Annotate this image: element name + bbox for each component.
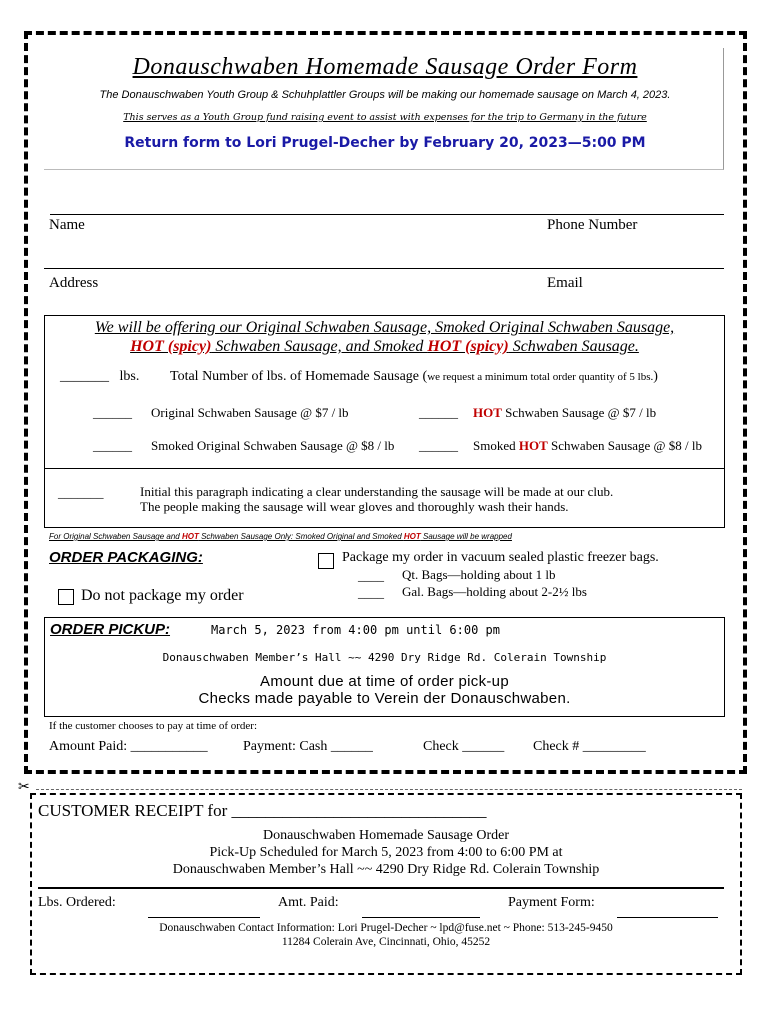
address-label: Address bbox=[49, 275, 99, 291]
payment-cash-field[interactable]: Payment: Cash ______ bbox=[243, 739, 373, 754]
hot-text: HOT (spicy) bbox=[427, 338, 509, 355]
receipt-title[interactable]: CUSTOMER RECEIPT for ______________________________ bbox=[38, 801, 487, 820]
no-package-label: Do not package my order bbox=[81, 587, 244, 604]
cut-line bbox=[36, 789, 742, 790]
name-line[interactable] bbox=[50, 214, 724, 215]
checks-payable-note: Checks made payable to Verein der Donauschwaben. bbox=[198, 690, 571, 707]
total-lbs-label bbox=[170, 369, 658, 385]
hot-blank[interactable]: ______ bbox=[419, 405, 458, 420]
total-lbs-field[interactable] bbox=[60, 369, 139, 385]
qt-blank[interactable]: ____ bbox=[358, 568, 384, 583]
smoked-original-item: Smoked Original Schwaben Sausage @ $8 / lb bbox=[151, 438, 395, 453]
smoked-hot-blank[interactable]: ______ bbox=[419, 438, 458, 453]
pickup-location: Donauschwaben Member’s Hall ~~ 4290 Dry Ridge Rd. Colerain Township bbox=[162, 651, 607, 664]
lbs-ordered-label: Lbs. Ordered: bbox=[38, 895, 116, 910]
offer-line-2 bbox=[44, 337, 725, 356]
hot-item bbox=[473, 405, 656, 421]
smoked-hot-text: Schwaben Sausage @ $8 / lb bbox=[547, 438, 703, 453]
amt-paid-line[interactable] bbox=[362, 917, 480, 918]
lbs-ordered-line[interactable] bbox=[148, 917, 260, 918]
offer-line-1: We will be offering our Original Schwaben Sausage, Smoked Original Schwaben Sausage, bbox=[94, 319, 675, 336]
payment-form-label: Payment Form: bbox=[508, 895, 595, 910]
smoked-original-blank[interactable]: ______ bbox=[93, 438, 132, 453]
initial-line-2: The people making the sausage will wear gloves and thoroughly wash their hands. bbox=[140, 499, 569, 514]
hot-text: HOT (spicy) bbox=[130, 338, 212, 355]
hot-text: HOT bbox=[518, 438, 548, 453]
payment-note: If the customer chooses to pay at time of order: bbox=[49, 720, 258, 732]
offer-mid: Schwaben Sausage, and Smoked bbox=[211, 338, 428, 355]
total-lbs-blank[interactable]: _______ bbox=[60, 369, 109, 384]
offer-end: Schwaben Sausage. bbox=[508, 338, 639, 355]
lbs-label: lbs. bbox=[119, 369, 140, 384]
hot-text: HOT bbox=[181, 532, 199, 541]
form-title: Donauschwaben Homemade Sausage Order Form bbox=[132, 54, 638, 80]
no-package-checkbox[interactable] bbox=[58, 589, 74, 605]
qt-label: Qt. Bags—holding about 1 lb bbox=[402, 567, 556, 582]
initial-line-1: Initial this paragraph indicating a clear understanding the sausage will be made at our club. bbox=[140, 484, 614, 499]
minimum-note: we request a minimum total order quantity of 5 lbs. bbox=[427, 371, 654, 383]
return-deadline: Return form to Lori Prugel-Decher by February 20, 2023—5:00 PM bbox=[124, 135, 646, 151]
hot-item-text: Schwaben Sausage @ $7 / lb bbox=[501, 405, 657, 420]
amount-due-note: Amount due at time of order pick-up bbox=[260, 673, 509, 690]
amt-paid-label: Amt. Paid: bbox=[278, 895, 339, 910]
receipt-line-2: Pick-Up Scheduled for March 5, 2023 from 4:00 to 6:00 PM at bbox=[209, 845, 563, 860]
phone-label: Phone Number bbox=[547, 217, 638, 233]
address-line[interactable] bbox=[44, 268, 724, 269]
contact-info: Donauschwaben Contact Information: Lori Prugel-Decher ~ lpd@fuse.net ~ Phone: 513-245-9450 bbox=[159, 922, 613, 934]
gal-blank[interactable]: ____ bbox=[358, 585, 384, 600]
wrap-note bbox=[49, 532, 512, 541]
smoked-prefix: Smoked bbox=[473, 438, 519, 453]
check-field[interactable]: Check ______ bbox=[423, 739, 505, 754]
form-subtitle: The Donauschwaben Youth Group & Schuhplattler Groups will be making our homemade sausage on March 4, 2023. bbox=[99, 89, 671, 101]
payment-form-line[interactable] bbox=[617, 917, 718, 918]
fundraising-note: This serves as a Youth Group fund raising event to assist with expenses for the trip to Germany in the future bbox=[123, 112, 647, 123]
receipt-line-3: Donauschwaben Member’s Hall ~~ 4290 Dry Ridge Rd. Colerain Township bbox=[172, 862, 600, 877]
wrap-note-b: Schwaben Sausage Only: Smoked Original and Smoked bbox=[198, 532, 404, 541]
receipt-line-1: Donauschwaben Homemade Sausage Order bbox=[262, 828, 510, 843]
packaging-title: ORDER PACKAGING: bbox=[49, 549, 203, 566]
wrap-note-a: For Original Schwaben Sausage and bbox=[49, 532, 182, 541]
email-label: Email bbox=[547, 275, 583, 291]
initial-blank[interactable]: _______ bbox=[58, 485, 104, 500]
amount-paid-field[interactable]: Amount Paid: ___________ bbox=[49, 739, 208, 754]
wrap-note-c: Sausage will be wrapped bbox=[420, 532, 512, 541]
hot-text: HOT bbox=[473, 405, 502, 420]
vacuum-label: Package my order in vacuum sealed plastic freezer bags. bbox=[342, 550, 659, 565]
vacuum-checkbox[interactable] bbox=[318, 553, 334, 569]
offer-text bbox=[44, 318, 725, 356]
total-close: ) bbox=[653, 369, 658, 384]
pickup-time: March 5, 2023 from 4:00 pm until 6:00 pm bbox=[211, 623, 500, 637]
hot-text: HOT bbox=[403, 532, 421, 541]
original-item: Original Schwaben Sausage @ $7 / lb bbox=[151, 405, 349, 420]
gal-label: Gal. Bags—holding about 2-2½ lbs bbox=[402, 584, 587, 599]
receipt-divider bbox=[38, 887, 724, 889]
original-blank[interactable]: ______ bbox=[93, 405, 132, 420]
smoked-hot-item bbox=[473, 438, 702, 454]
scissors-icon: ✂ bbox=[18, 780, 30, 795]
contact-address: 11284 Colerain Ave, Cincinnati, Ohio, 45252 bbox=[281, 936, 491, 948]
pickup-title: ORDER PICKUP: bbox=[50, 621, 171, 638]
total-label-text: Total Number of lbs. of Homemade Sausage ( bbox=[170, 369, 428, 384]
check-number-field[interactable]: Check # _________ bbox=[533, 739, 646, 754]
name-label: Name bbox=[49, 217, 85, 233]
